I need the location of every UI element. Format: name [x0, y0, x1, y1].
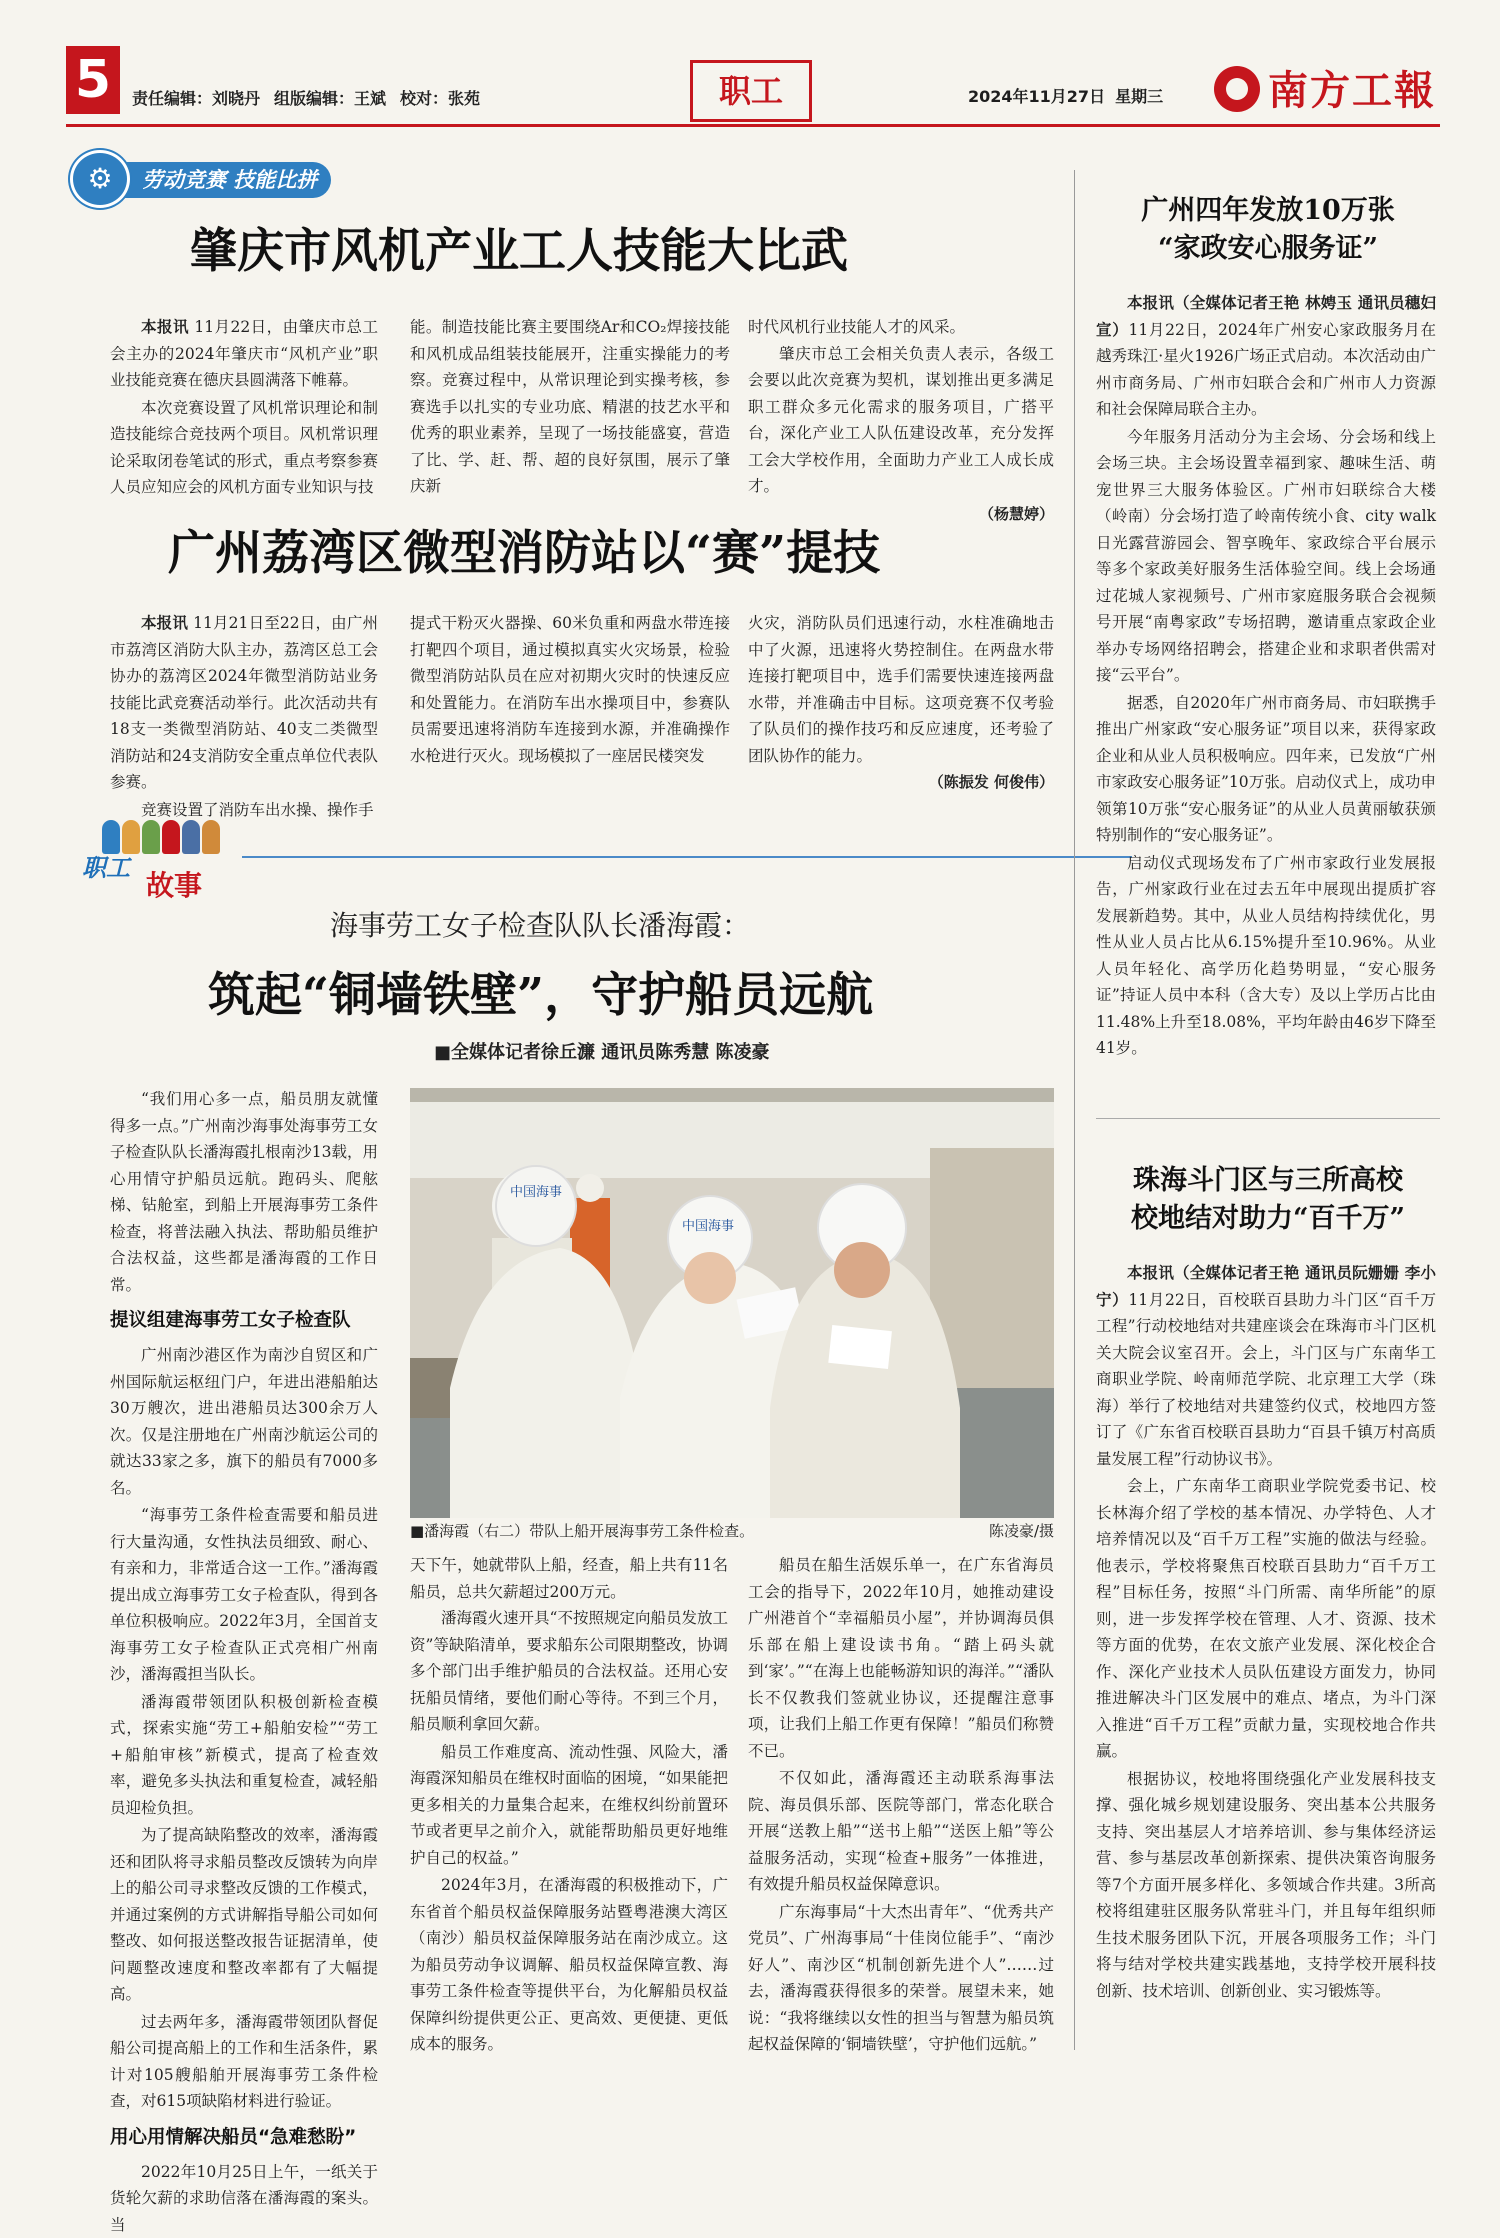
- sidebar-headline: [1096, 1162, 1440, 1238]
- paragraph: 潘海霞火速开具“不按照规定向船员发放工资”等缺陷清单，要求船东公司限期整改，协调多个部门出手维护船员的合法权益。还用心安抚船员情绪，要他们耐心等待。不到三个月，船员顺利拿回欠薪。: [410, 1605, 728, 1738]
- article-column: [110, 610, 378, 796]
- paragraph: 本次竞赛设置了风机常识理论和制造技能综合竞技两个项目。风机常识理论采取闭卷笔试的形式，重点考察参赛人员应知应会的风机方面专业知识与技: [110, 395, 378, 501]
- paragraph: 广州南沙港区作为南沙自贸区和广州国际航运枢纽门户，年进出港船舶达30万艘次，进出港船员达300余万人次。仅是注册地在广州南沙航运公司的就达33家之多，旗下的船员有7000多名。: [110, 1342, 378, 1501]
- article-column: [110, 314, 378, 500]
- paragraph: 2024年3月，在潘海霞的积极推动下，广东省首个船员权益保障服务站暨粤港澳大湾区（南沙）船员权益保障服务站在南沙成立。这为船员劳动争议调解、船员权益保障宣教、海事劳工条件检查等提供平台，为化解船员权益保障纠纷提供更公正、更高效、更便捷、更低成本的服务。: [410, 1872, 728, 2058]
- paragraph: 据悉，自2020年广州市商务局、市妇联携手推出广州家政“安心服务证”项目以来，获得家政企业和从业人员积极响应。四年来，已发放“广州市家政安心服务证”10万张。启动仪式上，成功申领第10万张“安心服务证”的从业人员黄丽敏获颁特别制作的“安心服务证”。: [1096, 690, 1436, 849]
- paragraph: “我们用心多一点，船员朋友就懂得多一点。”广州南沙海事处海事劳工女子检查队队长潘海霞扎根南沙13载，用心用情守护船员远航。跑码头、爬舷梯、钻舱室，到船上开展海事劳工条件检查，将普法融入执法、帮助船员维护合法权益，这些都是潘海霞的工作日常。: [110, 1086, 378, 1298]
- paragraph: 不仅如此，潘海霞还主动联系海事法院、海员俱乐部、医院等部门，常态化联合开展“送教上船”“送书上船”“送医上船”等公益服务活动，实现“检查+服务”一体推进，有效提升船员权益保障意识。: [748, 1765, 1054, 1898]
- headline-line: 珠海斗门区与三所高校: [1096, 1162, 1440, 1200]
- photo-illustration: [410, 1088, 1054, 1518]
- photo-credit: 陈凌豪/摄: [989, 1520, 1054, 1541]
- headline-line: 校地结对助力“百千万”: [1096, 1200, 1440, 1238]
- article-lead: 本报讯（全媒体记者王艳 通讯员阮姗姗 李小宁）: [1096, 1264, 1436, 1309]
- story-headline: 筑起“铜墙铁壁”，守护船员远航: [208, 958, 873, 1025]
- editor-credit: 组版编辑：王斌: [274, 89, 386, 108]
- paragraph: 11月21日至22日，由广州市荔湾区消防大队主办，荔湾区总工会协办的荔湾区2024年微型消防站业务技能比武竞赛活动举行。此次活动共有18支一类微型消防站、40支二类微型消防站和24支消防安全重点单位代表队参赛。: [110, 614, 378, 791]
- column-divider: [1074, 170, 1075, 2050]
- story-subhead: 提议组建海事劳工女子检查队: [110, 1306, 378, 1336]
- story-byline: ■全媒体记者徐丘濂 通讯员陈秀慧 陈凌豪: [434, 1038, 770, 1064]
- sidebar-article: [1096, 290, 1436, 1152]
- paragraph: 11月22日，百校联百县助力斗门区“百千万工程”行动校地结对共建座谈会在珠海市斗门区机关大院会议室召开。会上，斗门区与广东南华工商职业学院、岭南师范学院、北京理工大学（珠海）举行了校地结对共建签约仪式，校地四方签订了《广东省百校联百县助力“百县千镇万村高质量发展工程”行动协议书》。: [1096, 1291, 1436, 1468]
- editor-credit: 责任编辑：刘晓丹: [132, 89, 260, 108]
- divider: [1096, 1118, 1440, 1119]
- headline-line: 广州四年发放10万张: [1096, 192, 1440, 230]
- article-lead: 本报讯: [141, 614, 188, 632]
- logo-mark-icon: [1214, 66, 1260, 112]
- skills-tag-label: 劳动竞赛 技能比拼: [122, 162, 331, 198]
- caption-text: ■潘海霞（右二）带队上船开展海事劳工条件检查。: [410, 1520, 754, 1541]
- newspaper-logo: [1214, 62, 1440, 120]
- story-column: [748, 1552, 1054, 2046]
- paragraph: 今年服务月活动分为主会场、分会场和线上会场三块。主会场设置幸福到家、趣味生活、萌宠世界三大服务体验区。广州市妇联综合大楼（岭南）分会场打造了岭南传统小食、city walk日光露营游园会、智享晚年、家政综合平台展示等多个家政美好服务生活体验空间。线上会场通过花城人家视频号、广州市家庭服务联合会视频号开展“南粤家政”专场招聘，邀请重点家政企业举办专场网络招聘会，搭建企业和求职者供需对接“云平台”。: [1096, 424, 1436, 689]
- story-column: [410, 1552, 728, 2046]
- paragraph: 11月22日，由肇庆市总工会主办的2024年肇庆市“风机产业”职业技能竞赛在德庆县圆满落下帷幕。: [110, 318, 378, 389]
- paragraph: 2022年10月25日上午，一纸关于货轮欠薪的求助信落在潘海霞的案头。当: [110, 2159, 378, 2238]
- story-tag-top: 职工: [82, 848, 130, 883]
- article-signature: （陈振发 何俊伟）: [748, 769, 1054, 796]
- article-headline: 肇庆市风机产业工人技能大比武: [190, 214, 848, 281]
- paragraph: 过去两年多，潘海霞带领团队督促船公司提高船上的工作和生活条件，累计对105艘船舶开展海事劳工条件检查，对615项缺陷材料进行验证。: [110, 2009, 378, 2115]
- article-headline: 广州荔湾区微型消防站以“赛”提技: [168, 516, 880, 583]
- page-number: 5: [66, 46, 120, 114]
- article-signature: （杨慧婷）: [748, 501, 1054, 528]
- story-photo: [410, 1088, 1054, 1518]
- story-subhead: 用心用情解决船员“急难愁盼”: [110, 2123, 378, 2153]
- paragraph: 提式干粉灭火器操、60米负重和两盘水带连接打靶四个项目，通过模拟真实火灾场景，检验微型消防站队员在应对初期火灾时的快速反应和处置能力。在消防车出水操项目中，参赛队员需要迅速将消防车连接到水源，并准确操作水枪进行灭火。现场模拟了一座居民楼突发: [410, 610, 730, 769]
- headline-line: “家政安心服务证”: [1096, 230, 1440, 268]
- helmet-label: 中国海事: [682, 1218, 734, 1234]
- article-lead: 本报讯（全媒体记者王艳 林娉玉 通讯员穗妇宣）: [1096, 294, 1436, 339]
- paragraph: 启动仪式现场发布了广州市家政行业发展报告，广州家政行业在过去五年中展现出提质扩容发展新趋势。其中，从业人员结构持续优化，男性从业人员占比从6.15%提升至10.96%。从业人员年轻化、高学历化趋势明显，“安心服务证”持证人员中本科（含大专）及以上学历占比由11.48%上升至18.08%，平均年龄由46岁下降至41岁。: [1096, 850, 1436, 1062]
- paragraph: 会上，广东南华工商职业学院党委书记、校长林海介绍了学校的基本情况、办学特色、人才培养情况以及“百千万工程”实施的做法与经验。他表示，学校将聚焦百校联百县助力“百千万工程”目标任务，按照“斗门所需、南华所能”的原则，进一步发挥学校在管理、人才、资源、技术等方面的优势，在农文旅产业发展、深化校企合作、深化产业技术人员队伍建设方面发力，协同推进解决斗门区发展中的难点、堵点，为斗门深入推进“百千万工程”贡献力量，实现校地合作共赢。: [1096, 1473, 1436, 1765]
- editor-credits: [132, 86, 494, 109]
- worker-mascot-icon: ⚙: [70, 150, 130, 208]
- paragraph: 11月22日，2024年广州安心家政服务月在越秀珠江·星火1926广场正式启动。本次活动由广州市商务局、广州市妇联合会和广州市人力资源和社会保障局联合主办。: [1096, 321, 1436, 419]
- paragraph: 广东海事局“十大杰出青年”、“优秀共产党员”、广州海事局“十佳岗位能手”、“南沙好人”、南沙区“机制创新先进个人”……过去，潘海霞获得很多的荣誉。展望未来，她说：“我将继续以女性的担当与智慧为船员筑起权益保障的‘铜墙铁壁’，守护他们远航。”: [748, 1899, 1054, 2058]
- paragraph: 潘海霞带领团队积极创新检查模式，探索实施“劳工+船舶安检”“劳工+船舶审核”新模式，提高了检查效率，避免多头执法和重复检查，减轻船员迎检负担。: [110, 1689, 378, 1822]
- paragraph: 船员工作难度高、流动性强、风险大，潘海霞深知船员在维权时面临的困境，“如果能把更多相关的力量集合起来，在维权纠纷前置环节或者更早之前介入，就能帮助船员更好地维护自己的权益。”: [410, 1739, 728, 1872]
- paragraph: “海事劳工条件检查需要和船员进行大量沟通，女性执法员细致、耐心、有亲和力，非常适合这一工作。”潘海霞提出成立海事劳工女子检查队，得到各单位积极响应。2022年3月，全国首支海事劳工女子检查队正式亮相广州南沙，潘海霞担当队长。: [110, 1502, 378, 1688]
- article-column: [748, 610, 1054, 796]
- paragraph: 船员在船生活娱乐单一，在广东省海员工会的指导下，2022年10月，她推动建设广州港首个“幸福船员小屋”，并协调海员俱乐部在船上建设读书角。“踏上码头就到‘家’。”“在海上也能畅游知识的海洋。”“潘队长不仅教我们签就业协议，还提醒注意事项，让我们上船工作更有保障！”船员们称赞不已。: [748, 1552, 1054, 1764]
- paragraph: 时代风机行业技能人才的风采。: [748, 314, 1054, 341]
- editor-credit: 校对：张苑: [400, 89, 480, 108]
- paragraph: 为了提高缺陷整改的效率，潘海霞还和团队将寻求船员整改反馈转为向岸上的船公司寻求整改反馈的工作模式，并通过案例的方式讲解指导船公司如何整改、如何报送整改报告证据清单，使问题整改速度和整改率都有了大幅提高。: [110, 1822, 378, 2008]
- sidebar-headline: [1096, 192, 1440, 268]
- paragraph: 火灾，消防队员们迅速行动，水柱准确地击中了火源，迅速将火势控制住。在两盘水带连接打靶项目中，选手们需要快速连接两盘水带，并准确击中目标。这项竞赛不仅考验了队员们的操作技巧和反应速度，还考验了团队协作的能力。: [748, 610, 1054, 769]
- paragraph: 天下午，她就带队上船，经查，船上共有11名船员，总共欠薪超过200万元。: [410, 1552, 728, 1605]
- paragraph: 肇庆市总工会相关负责人表示，各级工会要以此次竞赛为契机，谋划推出更多满足职工群众多元化需求的服务项目，广搭平台，深化产业工人队伍建设改革，充分发挥工会大学校作用，全面助力产业工人成长成才。: [748, 341, 1054, 500]
- header-rule: [66, 124, 1440, 127]
- skills-tag: [70, 156, 370, 202]
- newspaper-name: 南方工報: [1268, 62, 1436, 120]
- article-column: [410, 610, 730, 796]
- story-kicker: 海事劳工女子检查队队长潘海霞：: [330, 904, 750, 944]
- paragraph: 能。制造技能比赛主要围绕Ar和CO₂焊接技能和风机成品组装技能展开，注重实操能力的考察。竞赛过程中，从常识理论到实操考核，参赛选手以扎实的专业功底、精湛的技艺水平和优秀的职业素养，呈现了一场技能盛宴，营造了比、学、赶、帮、超的良好氛围，展示了肇庆新: [410, 314, 730, 500]
- article-lead: 本报讯: [141, 318, 189, 336]
- date-text: 2024年11月27日: [968, 87, 1105, 106]
- photo-caption: [410, 1520, 1054, 1544]
- weekday-text: 星期三: [1115, 87, 1163, 106]
- story-tag-bottom: 故事: [146, 864, 202, 904]
- story-tag: [82, 814, 1062, 894]
- story-column: [110, 1086, 378, 2046]
- issue-date: [968, 84, 1173, 107]
- sidebar-article: [1096, 1260, 1436, 2050]
- helmet-label: 中国海事: [510, 1184, 562, 1200]
- section-label: 职工: [690, 60, 812, 122]
- article-column: [748, 314, 1054, 500]
- article-column: [410, 314, 730, 500]
- paragraph: 根据协议，校地将围绕强化产业发展科技支撑、强化城乡规划建设服务、突出基本公共服务支持、突出基层人才培养培训、参与集体经济运营、参与基层改革创新探索、提供决策咨询服务等7个方面开展多样化、多领域合作共建。3所高校将组建驻区服务队常驻斗门，并且每年组织师生技术服务团队下沉，开展各项服务工作；斗门将与结对学校共建实践基地，支持学校开展科技创新、技术培训、创新创业、实习锻炼等。: [1096, 1766, 1436, 2005]
- paragraph: 竞赛设置了消防车出水操、操作手: [110, 797, 378, 824]
- divider: [242, 856, 1132, 858]
